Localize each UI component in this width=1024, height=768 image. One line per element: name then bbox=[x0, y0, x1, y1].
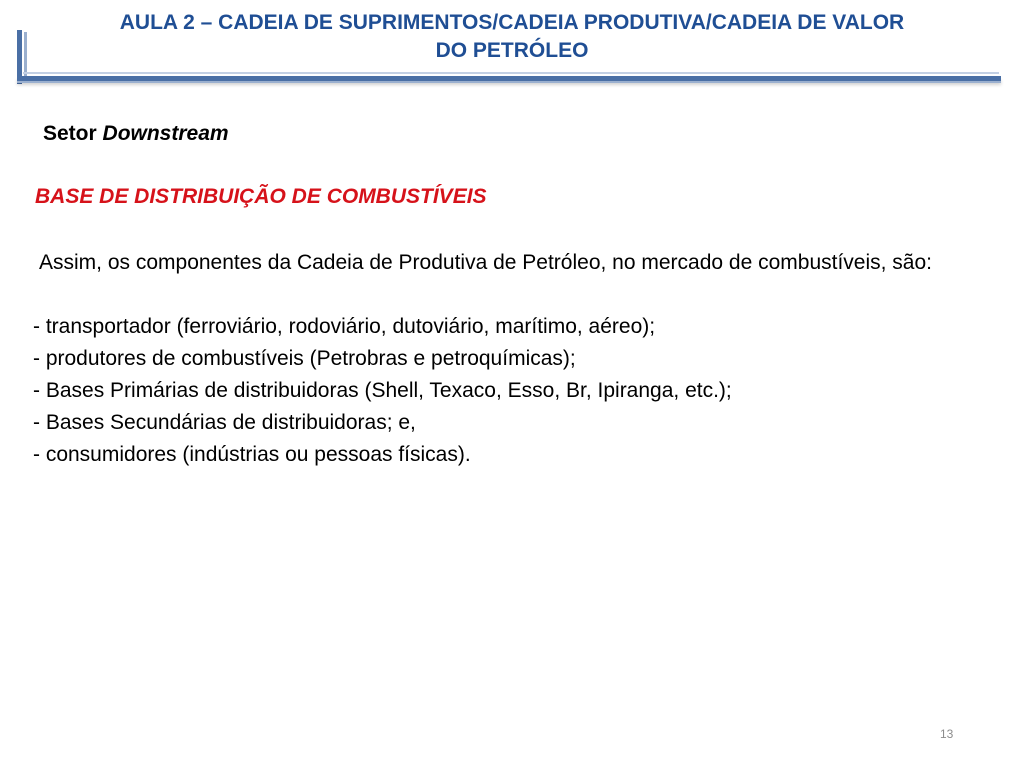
setor-prefix: Setor bbox=[43, 122, 97, 145]
setor-heading bbox=[43, 122, 229, 146]
list-item: - produtores de combustíveis (Petrobras e petroquímicas); bbox=[33, 347, 576, 370]
setor-emphasis: Downstream bbox=[102, 122, 229, 145]
list-item: - transportador (ferroviário, rodoviário, dutoviário, marítimo, aéreo); bbox=[33, 315, 656, 338]
paragraph-spacer bbox=[33, 279, 979, 311]
page-number: 13 bbox=[940, 727, 954, 741]
list-item: - Bases Primárias de distribuidoras (Shell, Texaco, Esso, Br, Ipiranga, etc.); bbox=[33, 379, 732, 402]
body-text bbox=[33, 247, 979, 471]
intro-paragraph: Assim, os componentes da Cadeia de Produtiva de Petróleo, no mercado de combustíveis, são: bbox=[39, 251, 932, 274]
frame-bottom-accent bbox=[23, 72, 999, 74]
slide-title bbox=[0, 9, 1024, 65]
section-title: BASE DE DISTRIBUIÇÃO DE COMBUSTÍVEIS bbox=[35, 185, 487, 208]
list-item: - consumidores (indústrias ou pessoas físicas). bbox=[33, 443, 471, 466]
list-item: - Bases Secundárias de distribuidoras; e, bbox=[33, 411, 416, 434]
frame-bottom-line bbox=[17, 76, 1001, 81]
slide-title-line2: DO PETRÓLEO bbox=[435, 39, 589, 62]
slide-title-line1: AULA 2 – CADEIA DE SUPRIMENTOS/CADEIA PRODUTIVA/CADEIA DE VALOR bbox=[119, 11, 905, 34]
